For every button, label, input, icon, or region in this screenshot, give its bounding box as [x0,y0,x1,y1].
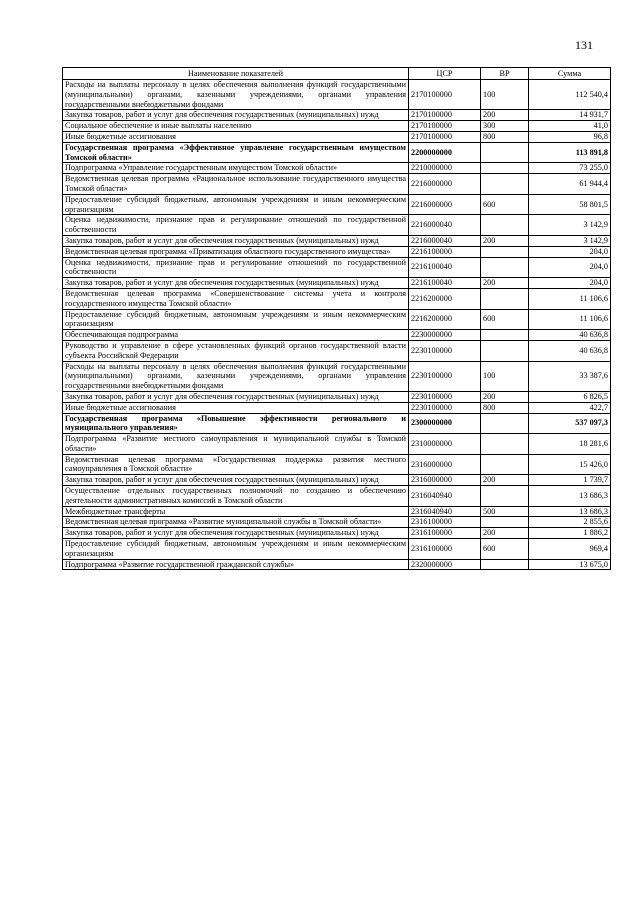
cell-csr: 2316100000 [409,539,481,560]
table-row [63,402,611,413]
table-row [63,340,611,361]
table-row [63,215,611,236]
cell-name: Иные бюджетные ассигнования [63,131,409,142]
cell-csr: 2230100000 [409,391,481,402]
cell-name: Закупка товаров, работ и услуг для обеспечения государственных (муниципальных) нужд [63,391,409,402]
cell-name: Государственная программа «Эффективное управление государственным имуществом Томской области» [63,142,409,163]
cell-csr: 2210000000 [409,163,481,174]
cell-sum: 11 106,6 [529,309,611,330]
cell-name: Подпрограмма «Развитие местного самоуправления и муниципальной службы в Томской области» [63,434,409,455]
table-row [63,454,611,475]
cell-csr: 2170100000 [409,121,481,132]
cell-sum: 112 540,4 [529,80,611,110]
table-row [63,528,611,539]
cell-vr [481,434,529,455]
cell-sum: 18 281,6 [529,434,611,455]
table-row [63,288,611,309]
cell-name: Закупка товаров, работ и услуг для обеспечения государственных (муниципальных) нужд [63,528,409,539]
cell-sum: 3 142,9 [529,215,611,236]
cell-sum: 11 106,6 [529,288,611,309]
table-row [63,486,611,507]
cell-sum: 204,0 [529,278,611,289]
table-header-row [63,68,611,80]
cell-vr [481,330,529,341]
cell-vr: 600 [481,309,529,330]
cell-name: Ведомственная целевая программа «Государственная поддержка развития местного самоуправления в Томской области» [63,454,409,475]
cell-vr: 200 [481,110,529,121]
cell-sum: 41,0 [529,121,611,132]
cell-vr [481,257,529,278]
cell-csr: 2170100000 [409,80,481,110]
cell-vr: 800 [481,402,529,413]
cell-csr: 2316000000 [409,454,481,475]
table-row [63,80,611,110]
cell-vr: 600 [481,539,529,560]
header-name: Наименование показателей [63,68,409,80]
cell-vr [481,288,529,309]
cell-name: Ведомственная целевая программа «Рациональное использование государственного имущества Томской области» [63,174,409,195]
cell-name: Оценка недвижимости, признание прав и регулирование отношений по государственной собственности [63,257,409,278]
cell-sum: 204,0 [529,246,611,257]
cell-sum: 40 636,8 [529,330,611,341]
cell-vr [481,559,529,570]
cell-vr [481,246,529,257]
cell-sum: 40 636,8 [529,340,611,361]
cell-name: Подпрограмма «Управление государственным имуществом Томской области» [63,163,409,174]
cell-vr [481,486,529,507]
cell-csr: 2316040940 [409,506,481,517]
table-row [63,257,611,278]
cell-csr: 2216000000 [409,174,481,195]
cell-csr: 2200000000 [409,142,481,163]
table-row [63,121,611,132]
cell-vr: 200 [481,528,529,539]
table-row [63,391,611,402]
cell-name: Предоставление субсидий бюджетным, автономным учреждениям и иным некоммерческим организациям [63,194,409,215]
header-sum: Сумма [529,68,611,80]
cell-vr: 100 [481,80,529,110]
cell-name: Иные бюджетные ассигнования [63,402,409,413]
table-row [63,246,611,257]
cell-csr: 2216200000 [409,309,481,330]
table-row [63,278,611,289]
cell-vr: 500 [481,506,529,517]
cell-vr: 200 [481,475,529,486]
cell-name: Обеспечивающая подпрограмма [63,330,409,341]
cell-vr: 100 [481,361,529,391]
table-row [63,163,611,174]
cell-vr [481,340,529,361]
table-row [63,174,611,195]
cell-vr: 800 [481,131,529,142]
cell-sum: 61 944,4 [529,174,611,195]
cell-vr [481,517,529,528]
cell-sum: 422,7 [529,402,611,413]
cell-sum: 13 686,3 [529,506,611,517]
cell-csr: 2300000000 [409,413,481,434]
cell-csr: 2310000000 [409,434,481,455]
cell-sum: 537 097,3 [529,413,611,434]
cell-sum: 73 255,0 [529,163,611,174]
cell-name: Руководство и управление в сфере установленных функций органов государственной власти субъекта Российской Федерации [63,340,409,361]
cell-csr: 2216200000 [409,288,481,309]
table-row [63,330,611,341]
cell-name: Ведомственная целевая программа «Приватизация областного государственного имущества» [63,246,409,257]
cell-sum: 14 931,7 [529,110,611,121]
cell-name: Государственная программа «Повышение эффективности регионального и муниципального управления» [63,413,409,434]
cell-name: Закупка товаров, работ и услуг для обеспечения государственных (муниципальных) нужд [63,475,409,486]
cell-csr: 2216000040 [409,215,481,236]
table-row [63,539,611,560]
cell-sum: 2 855,6 [529,517,611,528]
cell-sum: 6 826,5 [529,391,611,402]
cell-name: Осуществление отдельных государственных полномочий по созданию и обеспечению деятельности административных комиссий в Томской области [63,486,409,507]
cell-sum: 13 675,0 [529,559,611,570]
cell-csr: 2170100000 [409,131,481,142]
cell-csr: 2170100000 [409,110,481,121]
cell-vr [481,215,529,236]
cell-csr: 2216000000 [409,194,481,215]
cell-sum: 1 739,7 [529,475,611,486]
cell-vr: 200 [481,391,529,402]
cell-csr: 2230000000 [409,330,481,341]
cell-name: Закупка товаров, работ и услуг для обеспечения государственных (муниципальных) нужд [63,278,409,289]
table-row [63,559,611,570]
cell-vr [481,454,529,475]
cell-name: Подпрограмма «Развитие государственной гражданской службы» [63,559,409,570]
cell-sum: 58 801,5 [529,194,611,215]
cell-name: Расходы на выплаты персоналу в целях обеспечения выполнения функций государственными (муниципальными) органами, казенными учреждениями, органами управления государственными внебюджетными фондами [63,80,409,110]
cell-name: Закупка товаров, работ и услуг для обеспечения государственных (муниципальных) нужд [63,235,409,246]
cell-sum: 969,4 [529,539,611,560]
cell-vr [481,163,529,174]
header-vr: ВР [481,68,529,80]
cell-csr: 2230100000 [409,402,481,413]
table-row [63,506,611,517]
table-row [63,361,611,391]
table-row [63,517,611,528]
cell-vr: 600 [481,194,529,215]
table-row [63,235,611,246]
cell-name: Социальное обеспечение и иные выплаты населению [63,121,409,132]
cell-sum: 96,8 [529,131,611,142]
cell-name: Предоставление субсидий бюджетным, автономным учреждениям и иным некоммерческим организациям [63,309,409,330]
cell-csr: 2316000000 [409,475,481,486]
cell-name: Оценка недвижимости, признание прав и регулирование отношений по государственной собственности [63,215,409,236]
cell-csr: 2316100000 [409,528,481,539]
table-row [63,475,611,486]
cell-csr: 2216100040 [409,257,481,278]
table-row [63,194,611,215]
cell-sum: 113 891,8 [529,142,611,163]
cell-csr: 2216100000 [409,246,481,257]
table-row [63,110,611,121]
cell-csr: 2316040940 [409,486,481,507]
cell-sum: 3 142,9 [529,235,611,246]
table-row [63,434,611,455]
table-row [63,131,611,142]
cell-vr [481,142,529,163]
cell-vr [481,174,529,195]
cell-csr: 2320000000 [409,559,481,570]
cell-name: Предоставление субсидий бюджетным, автономным учреждениям и иным некоммерческим организациям [63,539,409,560]
cell-name: Ведомственная целевая программа «Совершенствование системы учета и контроля государственного имущества Томской области» [63,288,409,309]
cell-vr [481,413,529,434]
cell-sum: 1 886,2 [529,528,611,539]
cell-vr: 200 [481,235,529,246]
cell-vr: 200 [481,278,529,289]
page-number: 131 [575,38,593,52]
cell-sum: 13 686,3 [529,486,611,507]
cell-sum: 15 426,0 [529,454,611,475]
cell-name: Ведомственная целевая программа «Развитие муниципальной службы в Томской области» [63,517,409,528]
cell-csr: 2230100000 [409,361,481,391]
cell-name: Межбюджетные трансферты [63,506,409,517]
cell-csr: 2316100000 [409,517,481,528]
cell-sum: 33 387,6 [529,361,611,391]
table-row [63,309,611,330]
cell-csr: 2230100000 [409,340,481,361]
cell-name: Расходы на выплаты персоналу в целях обеспечения выполнения функций государственными (муниципальными) органами, казенными учреждениями, органами управления государственными внебюджетными фондами [63,361,409,391]
header-csr: ЦСР [409,68,481,80]
cell-sum: 204,0 [529,257,611,278]
cell-csr: 2216100040 [409,278,481,289]
budget-table [62,67,611,570]
table-row [63,142,611,163]
table-row [63,413,611,434]
cell-name: Закупка товаров, работ и услуг для обеспечения государственных (муниципальных) нужд [63,110,409,121]
cell-vr: 300 [481,121,529,132]
cell-csr: 2216000040 [409,235,481,246]
